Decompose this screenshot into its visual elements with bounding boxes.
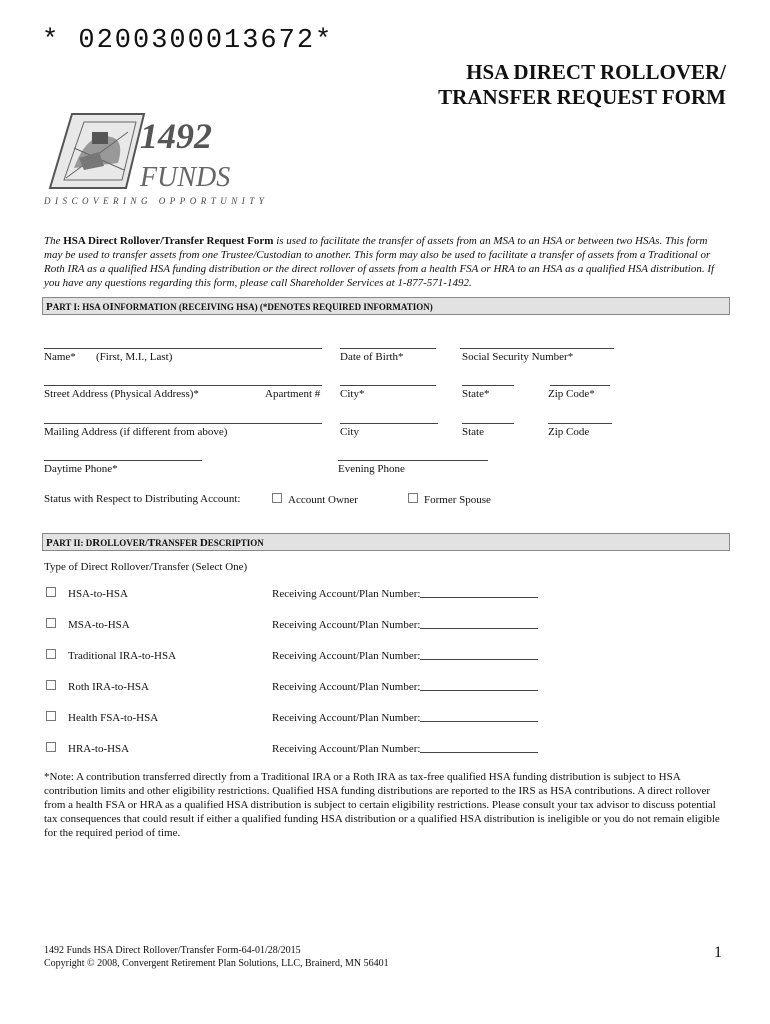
receiving-account-field[interactable]: Receiving Account/Plan Number: [272,649,538,662]
option-health-fsa-to-hsa[interactable]: Health FSA-to-HSA [46,711,158,724]
intro-text-start: The [44,235,64,247]
eve-phone-field[interactable] [338,460,488,461]
city-label: City [340,426,359,438]
state-req-field[interactable] [462,385,514,386]
receiving-account-field[interactable]: Receiving Account/Plan Number: [272,587,538,600]
checkbox-icon[interactable] [46,649,56,659]
option-roth-ira-to-hsa[interactable]: Roth IRA-to-HSA [46,680,149,693]
receiving-account-field[interactable]: Receiving Account/Plan Number: [272,711,538,724]
option-hsa-to-hsa[interactable]: HSA-to-HSA [46,587,128,600]
company-logo [44,108,254,208]
status-label: Status with Respect to Distributing Account: [44,493,241,505]
logo-tagline: DISCOVERING OPPORTUNITY [44,196,269,206]
logo-text-top: 1492 [140,116,212,156]
state-field[interactable] [462,423,514,424]
eve-phone-label: Evening Phone [338,463,405,475]
form-title-line1: HSA DIRECT ROLLOVER/ [466,60,726,84]
dob-label: Date of Birth* [340,351,404,363]
checkbox-icon[interactable] [408,493,418,503]
apt-label: Apartment # [265,388,321,400]
form-barcode: * 0200300013672* [42,26,334,56]
intro-form-name: HSA Direct Rollover/Transfer Request Form [63,235,274,247]
receiving-account-field[interactable]: Receiving Account/Plan Number: [272,742,538,755]
ssn-label: Social Security Number* [462,351,574,363]
checkbox-icon[interactable] [46,587,56,597]
part1-heading: PART I: HSA OINFORMATION (RECEIVING HSA) (*DENOTES REQUIRED INFORMATION) [42,297,730,315]
name-hint: (First, M.I., Last) [96,351,173,363]
part2-heading: PART II: DROLLOVER/TRANSFER DESCRIPTION [42,533,730,551]
footer-form-id: 1492 Funds HSA Direct Rollover/Transfer Form-64-01/28/2015 [44,945,301,956]
option-msa-to-hsa[interactable]: MSA-to-HSA [46,618,130,631]
logo-emblem-icon [44,108,254,198]
street-label: Street Address (Physical Address)* [44,388,199,400]
logo-text-bottom: FUNDS [140,162,231,193]
checkbox-icon[interactable] [46,742,56,752]
checkbox-icon[interactable] [46,618,56,628]
page-number: 1 [714,944,722,961]
option-traditional-ira-to-hsa[interactable]: Traditional IRA-to-HSA [46,649,176,662]
name-label: Name* [44,351,76,363]
footer [44,944,389,970]
option-hra-to-hsa[interactable]: HRA-to-HSA [46,742,129,755]
ssn-field[interactable] [460,348,614,349]
zip-field[interactable] [548,423,612,424]
mailing-label: Mailing Address (if different from above) [44,426,228,438]
checkbox-icon[interactable] [272,493,282,503]
state-label: State [462,426,484,438]
zip-req-label: Zip Code* [548,388,595,400]
city-req-label: City* [340,388,365,400]
state-req-label: State* [462,388,490,400]
city-req-field[interactable] [340,385,436,386]
street-field[interactable] [44,385,322,386]
status-account-owner[interactable]: Account Owner [272,493,358,506]
receiving-account-field[interactable]: Receiving Account/Plan Number: [272,618,538,631]
intro-paragraph [44,234,724,290]
transfer-type-label: Type of Direct Rollover/Transfer (Select One) [44,561,248,573]
form-title-line2: TRANSFER REQUEST FORM [438,85,726,109]
day-phone-label: Daytime Phone* [44,463,118,475]
receiving-account-field[interactable]: Receiving Account/Plan Number: [272,680,538,693]
status-former-spouse[interactable]: Former Spouse [408,493,491,506]
mailing-field[interactable] [44,423,322,424]
checkbox-icon[interactable] [46,680,56,690]
contribution-note: *Note: A contribution transferred directly from a Traditional IRA or a Roth IRA as tax-free qualified HSA funding distribution is subject to HSA contribution limits and other eligibility restrictions. Qualified HSA funding distributions are reported to the IRS as HSA contributions. A direct rollover from a health FSA or HRA as a qualified HSA distribution is subject to certain eligibility restrictions. Please consult your tax advisor to discuss potential tax consequences that could result if either a qualified funding HSA distribution or a qualified HSA distribution is ineligible or you do not remain eligible for the required period of time. [44,771,720,839]
zip-req-field[interactable] [550,385,610,386]
city-field[interactable] [340,423,438,424]
day-phone-field[interactable] [44,460,202,461]
checkbox-icon[interactable] [46,711,56,721]
footer-copyright: Copyright © 2008, Convergent Retirement Plan Solutions, LLC, Brainerd, MN 56401 [44,958,389,969]
zip-label: Zip Code [548,426,590,438]
dob-field[interactable] [340,348,436,349]
name-field[interactable] [44,348,322,349]
form-title [438,60,726,110]
intro-text-rest: is used to facilitate the transfer of assets from an MSA to an HSA or between two HSAs. This form may be used to transfer assets from one Trustee/Custodian to another. This form may also be used to facilitate a transfer of assets from a Traditional or Roth IRA as a qualified HSA funding distribution or the direct rollover of assets from a health FSA or HRA to an HSA as a qualified HSA distribution. If you have any questions regarding this form, please call Shareholder Services at 1-877-571-1492. [44,235,715,289]
